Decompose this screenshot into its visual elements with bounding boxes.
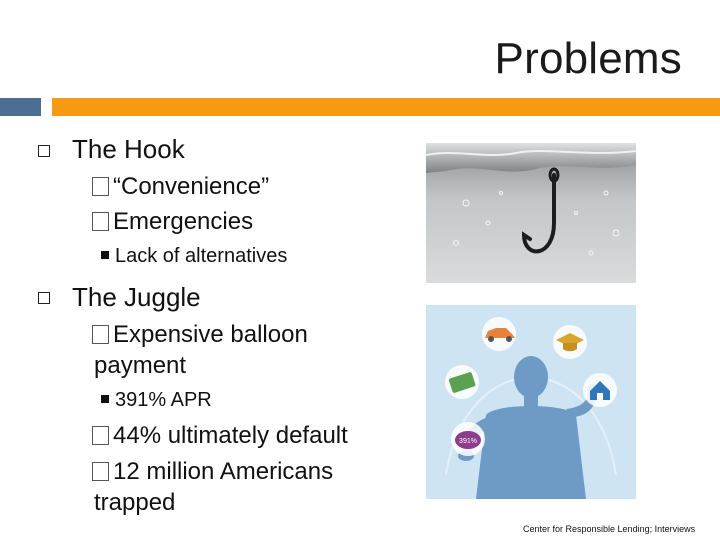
bullet-trapped-continued: trapped — [94, 489, 176, 516]
bullet-the-hook: The Hook — [72, 134, 185, 164]
filled-square-bullet-icon — [101, 251, 109, 259]
car-icon — [482, 317, 516, 351]
bullet-391-apr — [101, 389, 212, 412]
bullet-payment-continued: payment — [94, 352, 187, 379]
bullet-lack-of-alternatives — [101, 245, 287, 268]
title-accent-bar-orange — [52, 98, 720, 116]
bullet-text: 44% ultimately default — [113, 422, 348, 449]
bullet-text: Lack of alternatives — [115, 245, 288, 267]
square-bullet-icon — [92, 325, 109, 344]
square-bullet-icon — [38, 145, 50, 157]
title-accent-bar-blue — [0, 98, 41, 116]
bullet-text: Expensive balloon — [113, 321, 308, 348]
bullet-expensive-balloon — [92, 321, 308, 349]
bullet-44-default — [92, 422, 348, 450]
square-bullet-icon — [92, 426, 109, 445]
slide-title: Problems — [494, 34, 682, 83]
bullet-convenience — [92, 173, 269, 201]
piggy-bank-label: 391% — [459, 438, 477, 445]
square-bullet-icon — [92, 462, 109, 481]
square-bullet-icon — [92, 212, 109, 231]
bullet-text: 12 million Americans — [113, 458, 334, 485]
bullet-text: “Convenience” — [113, 173, 270, 200]
bullet-the-juggle: The Juggle — [72, 282, 201, 312]
piggy-bank-icon — [451, 422, 485, 456]
filled-square-bullet-icon — [101, 395, 109, 403]
bullet-emergencies — [92, 208, 253, 236]
juggler-illustration — [426, 305, 636, 499]
bullet-text: 391% APR — [115, 389, 212, 411]
source-citation: Center for Responsible Lending; Interviews — [523, 524, 696, 534]
fishhook-in-water-photo — [426, 143, 636, 283]
graduation-cap-icon — [553, 325, 587, 359]
house-icon — [583, 373, 617, 407]
square-bullet-icon — [38, 292, 50, 304]
credit-card-icon — [445, 365, 479, 399]
square-bullet-icon — [92, 177, 109, 196]
bullet-12-million — [92, 458, 333, 486]
bullet-text: Emergencies — [113, 208, 254, 235]
